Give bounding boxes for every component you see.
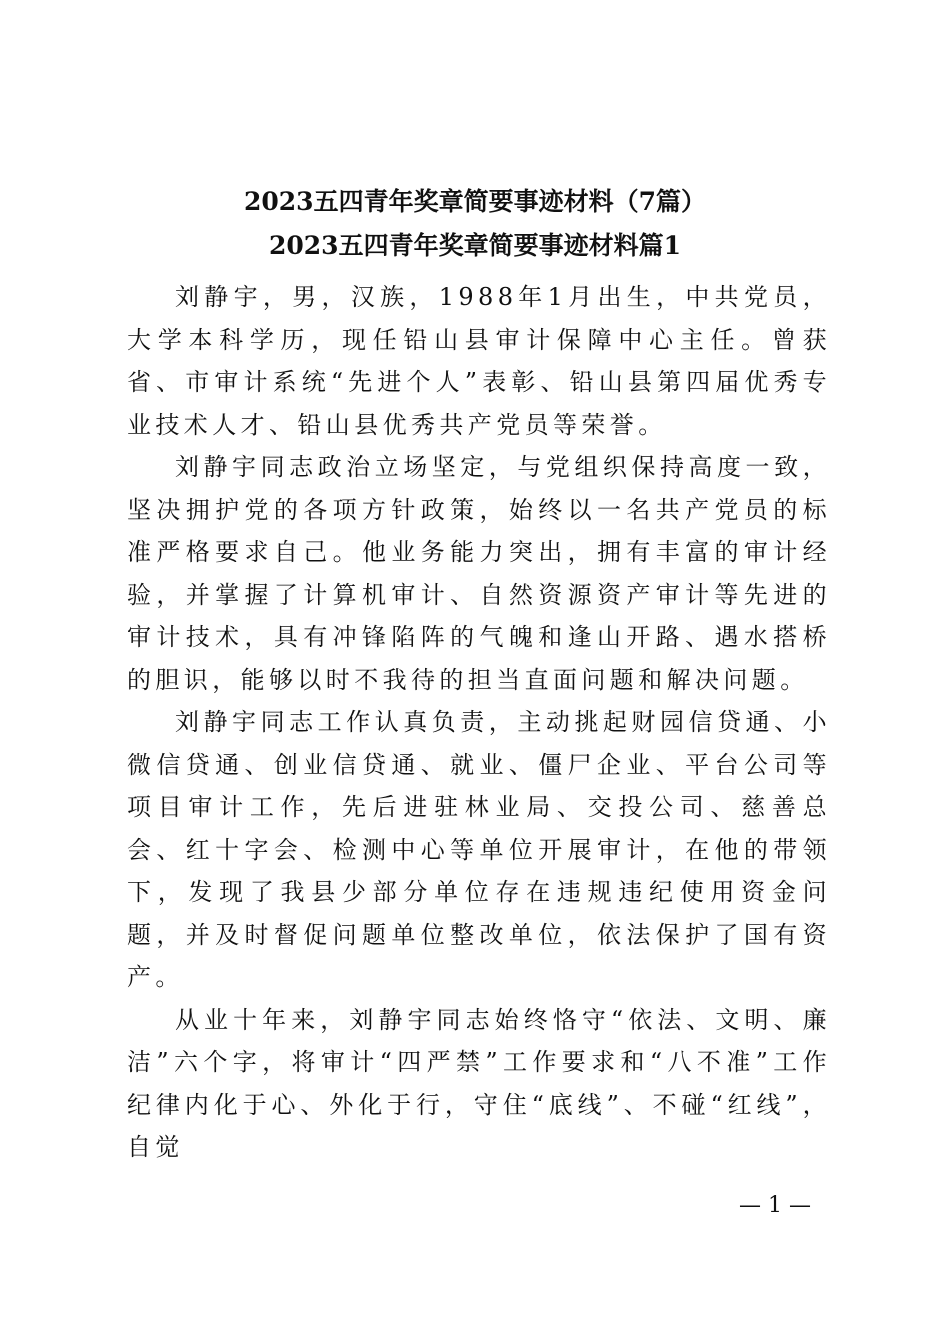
paragraph-4: 从业十年来，刘静宇同志始终恪守“依法、文明、廉洁”六个字，将审计“四严禁”工作要求和“八不准”工作纪律内化于心、外化于行，守住“底线”、不碰“红线”，自觉 <box>127 1005 831 1161</box>
paragraph-2: 刘静宇同志政治立场坚定，与党组织保持高度一致，坚决拥护党的各项方针政策，始终以一名共产党员的标准严格要求自己。他业务能力突出，拥有丰富的审计经验，并掌握了计算机审计、自然资源资产审计等先进的审计技术，具有冲锋陷阵的气魄和逢山开路、遇水搭桥的胆识，能够以时不我待的担当直面问题和解决问题。 <box>127 453 831 694</box>
page-number: — 1 — <box>739 1193 811 1218</box>
section-title: 2023五四青年奖章简要事迹材料篇1 <box>269 231 681 260</box>
document-body <box>127 276 831 1169</box>
paragraph-3: 刘静宇同志工作认真负责，主动挑起财园信贷通、小微信贷通、创业信贷通、就业、僵尸企业、平台公司等项目审计工作，先后进驻林业局、交投公司、慈善总会、红十字会、检测中心等单位开展审计，在他的带领下，发现了我县少部分单位存在违规违纪使用资金问题，并及时督促问题单位整改单位，依法保护了国有资产。 <box>127 708 831 991</box>
document-title: 2023五四青年奖章简要事迹材料（7篇） <box>244 187 706 216</box>
paragraph-1: 刘静宇，男，汉族，1988年1月出生，中共党员，大学本科学历，现任铅山县审计保障中心主任。曾获省、市审计系统“先进个人”表彰、铅山县第四届优秀专业技术人才、铅山县优秀共产党员等荣誉。 <box>127 283 831 439</box>
